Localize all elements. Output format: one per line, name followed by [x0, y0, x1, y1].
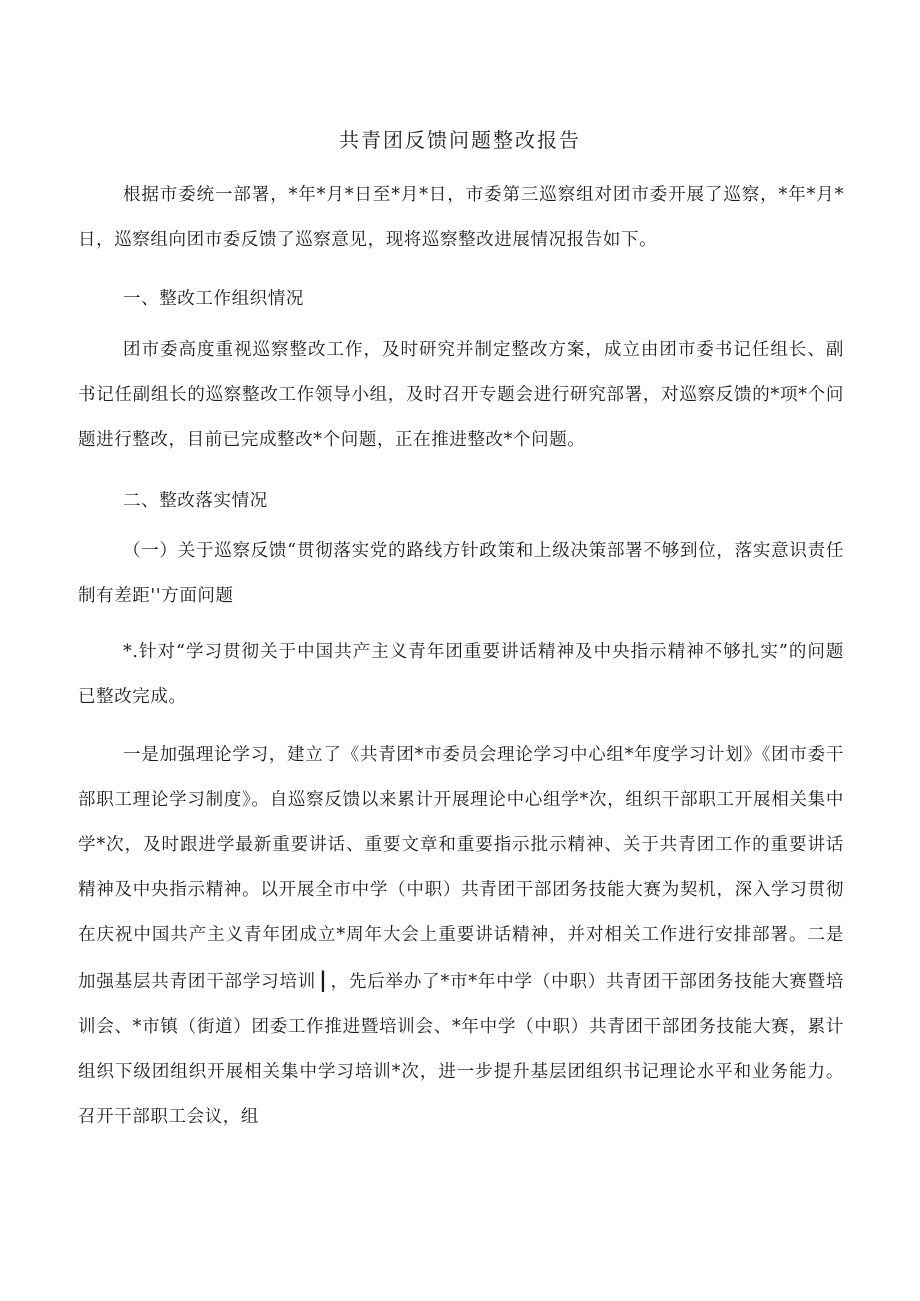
- subsection-1-heading: （一）关于巡察反馈“贯彻落实党的路线方针政策和上级决策部署不够到位，落实意识责任制有差距''方面问题: [78, 541, 844, 606]
- body-text-part-1: 一是加强理论学习，建立了《共青团*市委员会理论学习中心组*年度学习计划》《团市委干部职工理论学习制度》。自巡察反馈以来累计开展理论中心组学*次，组织干部职工开展相关集中学*次，及时跟进学最新重要讲话、重要文章和重要指示批示精神、关于共青团工作的重要讲话精神及中央指示精神。以开展全市中学（中职）共青团干部团务技能大赛为契机，深入学习贯彻在庆祝中国共产主义青年团成立*周年大会上重要讲话精神，并对相关工作进行安排部署。二是加强基层共青团干部学习培训: [78, 745, 844, 992]
- document-title: 共青团反馈问题整改报告: [339, 128, 581, 152]
- body-paragraph: [78, 733, 844, 1140]
- section-1-paragraph: 团市委高度重视巡察整改工作，及时研究并制定整改方案，成立由团市委书记任组长、副书记任副组长的巡察整改工作领导小组，及时召开专题会进行研究部署，对巡察反馈的*项*个问题进行整改，目前已完成整改*个问题，正在推进整改*个问题。: [78, 340, 844, 450]
- section-2-heading: 二、整改落实情况: [123, 491, 268, 511]
- item-1-paragraph: *.针对“学习贯彻关于中国共产主义青年团重要讲话精神及中央指示精神不够扎实”的问题已整改完成。: [78, 642, 844, 707]
- intro-paragraph: 根据市委统一部署，*年*月*日至*月*日，市委第三巡察组对团市委开展了巡察，*年*月*日，巡察组向团市委反馈了巡察意见，现将巡察整改进展情况报告如下。: [78, 185, 845, 250]
- section-1-heading: 一、整改工作组织情况: [123, 289, 304, 309]
- text-cursor-mark: |: [319, 968, 328, 992]
- body-text-part-2: ，先后举办了*市*年中学（中职）共青团干部团务技能大赛暨培训会、*市镇（街道）团委工作推进暨培训会、*年中学（中职）共青团干部团务技能大赛，累计组织下级团组织开展相关集中学习培训*次，进一步提升基层团组织书记理论水平和业务能力。召开干部职工会议，组: [78, 972, 844, 1127]
